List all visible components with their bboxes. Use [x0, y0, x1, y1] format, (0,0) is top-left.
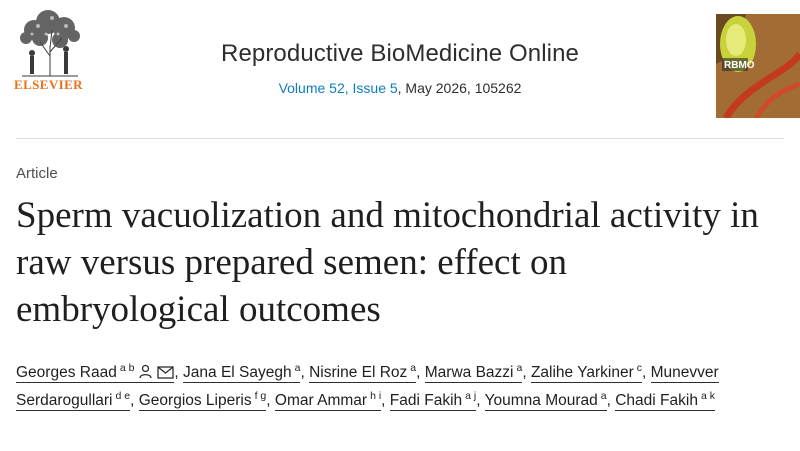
article-title: Sperm vacuolization and mitochondrial activity in raw versus prepared semen: effect on embryological outcomes	[16, 195, 759, 330]
author-affiliation[interactable]: f g	[254, 389, 267, 402]
email-icon[interactable]	[157, 362, 174, 388]
journal-header	[0, 0, 800, 138]
author-name-link[interactable]: Munevver Serdarogullari $^{d e}$	[16, 364, 719, 409]
author-item	[389, 389, 485, 411]
author-item	[424, 361, 531, 383]
cover-rbmo-text: RBMO	[724, 60, 755, 71]
author-affiliation[interactable]: a j	[465, 389, 477, 402]
journal-cover-image[interactable]	[716, 14, 800, 118]
author-affiliation[interactable]: a	[294, 361, 301, 374]
author-separator: ,	[174, 364, 184, 381]
author-name-link[interactable]: Georgios Liperis $^{f g}$	[138, 389, 267, 409]
author-affiliation[interactable]: a	[410, 361, 417, 374]
author-item	[484, 389, 616, 411]
author-item	[183, 361, 310, 383]
author-name-link[interactable]: Marwa Bazzi $^a$	[424, 361, 523, 381]
journal-title	[0, 40, 800, 68]
author-separator: ,	[522, 364, 531, 381]
author-separator: ,	[381, 392, 390, 409]
author-separator: ,	[476, 392, 485, 409]
author-name-link[interactable]: Zalihe Yarkiner $^c$	[530, 361, 643, 381]
issue-date-article: , May 2026, 105262	[397, 80, 522, 96]
author-affiliation[interactable]: h i	[370, 389, 382, 402]
author-separator: ,	[416, 364, 425, 381]
author-separator: ,	[300, 364, 310, 381]
author-affiliation[interactable]: a b	[119, 361, 135, 374]
author-affiliation[interactable]: a	[600, 389, 607, 402]
author-list	[16, 360, 786, 414]
author-separator: ,	[606, 392, 616, 409]
author-separator: ,	[642, 364, 651, 381]
header-divider	[16, 138, 784, 139]
author-affiliation[interactable]: a	[516, 361, 523, 374]
author-item	[274, 389, 390, 411]
author-item	[138, 389, 275, 411]
author-item	[16, 361, 184, 383]
author-separator: ,	[266, 392, 275, 409]
author-name-link[interactable]: Youmna Mourad $^a$	[484, 389, 607, 409]
author-name-link[interactable]: Omar Ammar $^{h i}$	[274, 389, 382, 409]
article-type: Article	[16, 165, 58, 182]
volume-issue-link[interactable]: Volume 52, Issue 5	[278, 80, 398, 96]
author-name-link[interactable]: Chadi Fakih $^{a k}$	[615, 389, 715, 409]
author-item	[530, 361, 651, 383]
person-icon[interactable]	[138, 362, 153, 388]
author-separator: ,	[130, 392, 139, 409]
author-name-link[interactable]: Fadi Fakih $^{a j}$	[389, 389, 477, 409]
author-item	[615, 389, 715, 411]
publisher-name: ELSEVIER	[14, 77, 83, 92]
author-item	[309, 361, 425, 383]
journal-title-link[interactable]: Reproductive BioMedicine Online	[221, 40, 579, 67]
author-affiliation[interactable]: a k	[700, 389, 715, 402]
issue-line	[0, 80, 800, 96]
author-name-link[interactable]: Nisrine El Roz $^a$	[309, 361, 417, 381]
author-name-link[interactable]: Georges Raad $^{a b}$	[16, 364, 174, 383]
author-affiliation[interactable]: c	[636, 361, 643, 374]
author-affiliation[interactable]: d e	[115, 389, 131, 402]
author-name-link[interactable]: Jana El Sayegh $^a$	[183, 361, 301, 381]
